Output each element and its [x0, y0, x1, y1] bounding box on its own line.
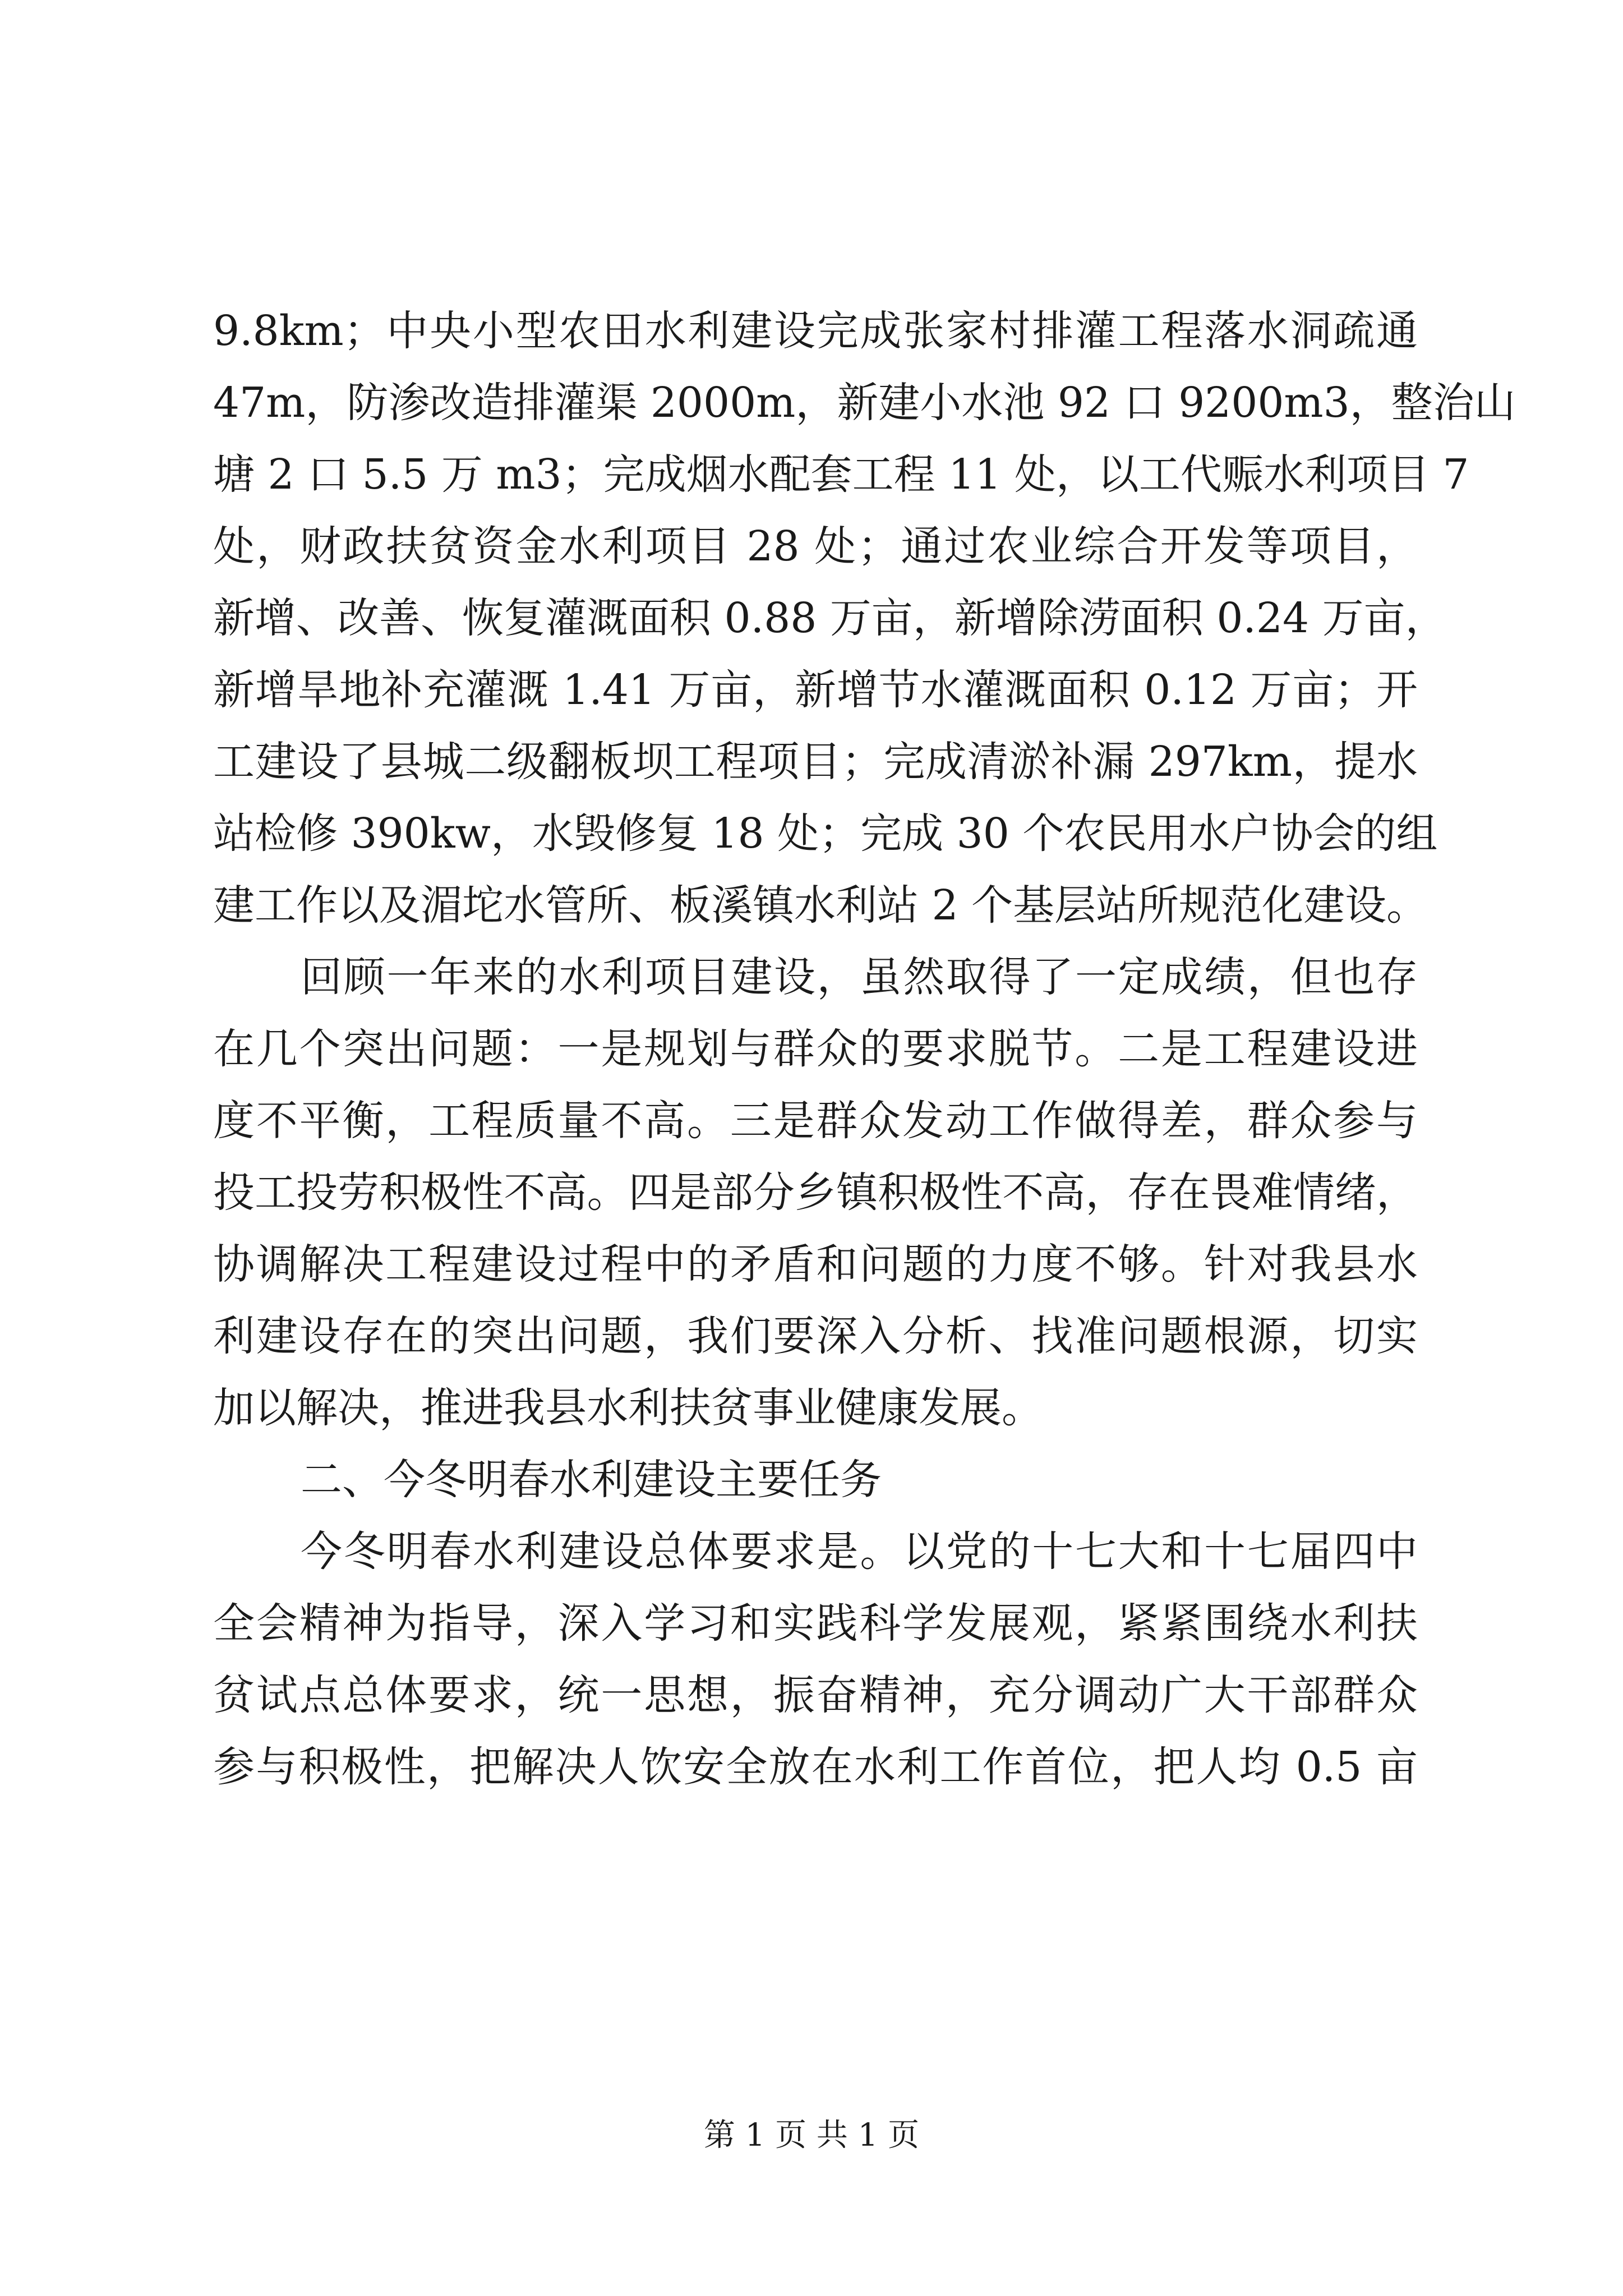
paragraph-4-line-3: 贫试点总体要求，统一思想，振奋精神，充分调动广大干部群众 [213, 1671, 1418, 1719]
paragraph-4-line-4: 参与积极性，把解决人饮安全放在水利工作首位，把人均 0.5 亩 [213, 1743, 1418, 1791]
paragraph-1-line-5: 新增、改善、恢复灌溉面积 0.88 万亩，新增除涝面积 0.24 万亩， [213, 594, 1447, 642]
paragraph-1-line-6: 新增旱地补充灌溉 1.41 万亩，新增节水灌溉面积 0.12 万亩；开 [213, 666, 1418, 714]
paragraph-1-line-1: 9.8km；中央小型农田水利建设完成张家村排灌工程落水洞疏通 [213, 307, 1418, 355]
paragraph-1-line-2: 47m，防渗改造排灌渠 2000m，新建小水池 92 口 9200m3，整治山 [213, 379, 1516, 427]
paragraph-1-line-9: 建工作以及湄坨水管所、板溪镇水利站 2 个基层站所规范化建设。 [213, 881, 1428, 930]
paragraph-1-line-4: 处，财政扶贫资金水利项目 28 处；通过农业综合开发等项目， [213, 522, 1418, 570]
paragraph-2-line-6: 利建设存在的突出问题，我们要深入分析、找准问题根源，切实 [213, 1312, 1418, 1360]
paragraph-2-line-7: 加以解决，推进我县水利扶贫事业健康发展。 [213, 1384, 1043, 1432]
paragraph-1-line-3: 塘 2 口 5.5 万 m3；完成烟水配套工程 11 处，以工代赈水利项目 7 [213, 450, 1469, 499]
paragraph-2-line-2: 在几个突出问题：一是规划与群众的要求脱节。二是工程建设进 [213, 1025, 1418, 1073]
page-footer: 第 1 页 共 1 页 [703, 2117, 920, 2154]
section-heading: 二、今冬明春水利建设主要任务 [301, 1456, 882, 1504]
paragraph-2-line-3: 度不平衡，工程质量不高。三是群众发动工作做得差，群众参与 [213, 1097, 1418, 1145]
paragraph-1-line-7: 工建设了县城二级翻板坝工程项目；完成清淤补漏 297km，提水 [213, 738, 1418, 786]
paragraph-4-line-1: 今冬明春水利建设总体要求是。以党的十七大和十七届四中 [301, 1527, 1418, 1576]
paragraph-4-line-2: 全会精神为指导，深入学习和实践科学发展观，紧紧围绕水利扶 [213, 1599, 1418, 1648]
paragraph-1-line-8: 站检修 390kw，水毁修复 18 处；完成 30 个农民用水户协会的组 [213, 809, 1438, 858]
paragraph-2-line-5: 协调解决工程建设过程中的矛盾和问题的力度不够。针对我县水 [213, 1240, 1418, 1289]
paragraph-2-line-4: 投工投劳积极性不高。四是部分乡镇积极性不高，存在畏难情绪， [213, 1168, 1418, 1217]
paragraph-2-line-1: 回顾一年来的水利项目建设，虽然取得了一定成绩，但也存 [301, 953, 1418, 1001]
